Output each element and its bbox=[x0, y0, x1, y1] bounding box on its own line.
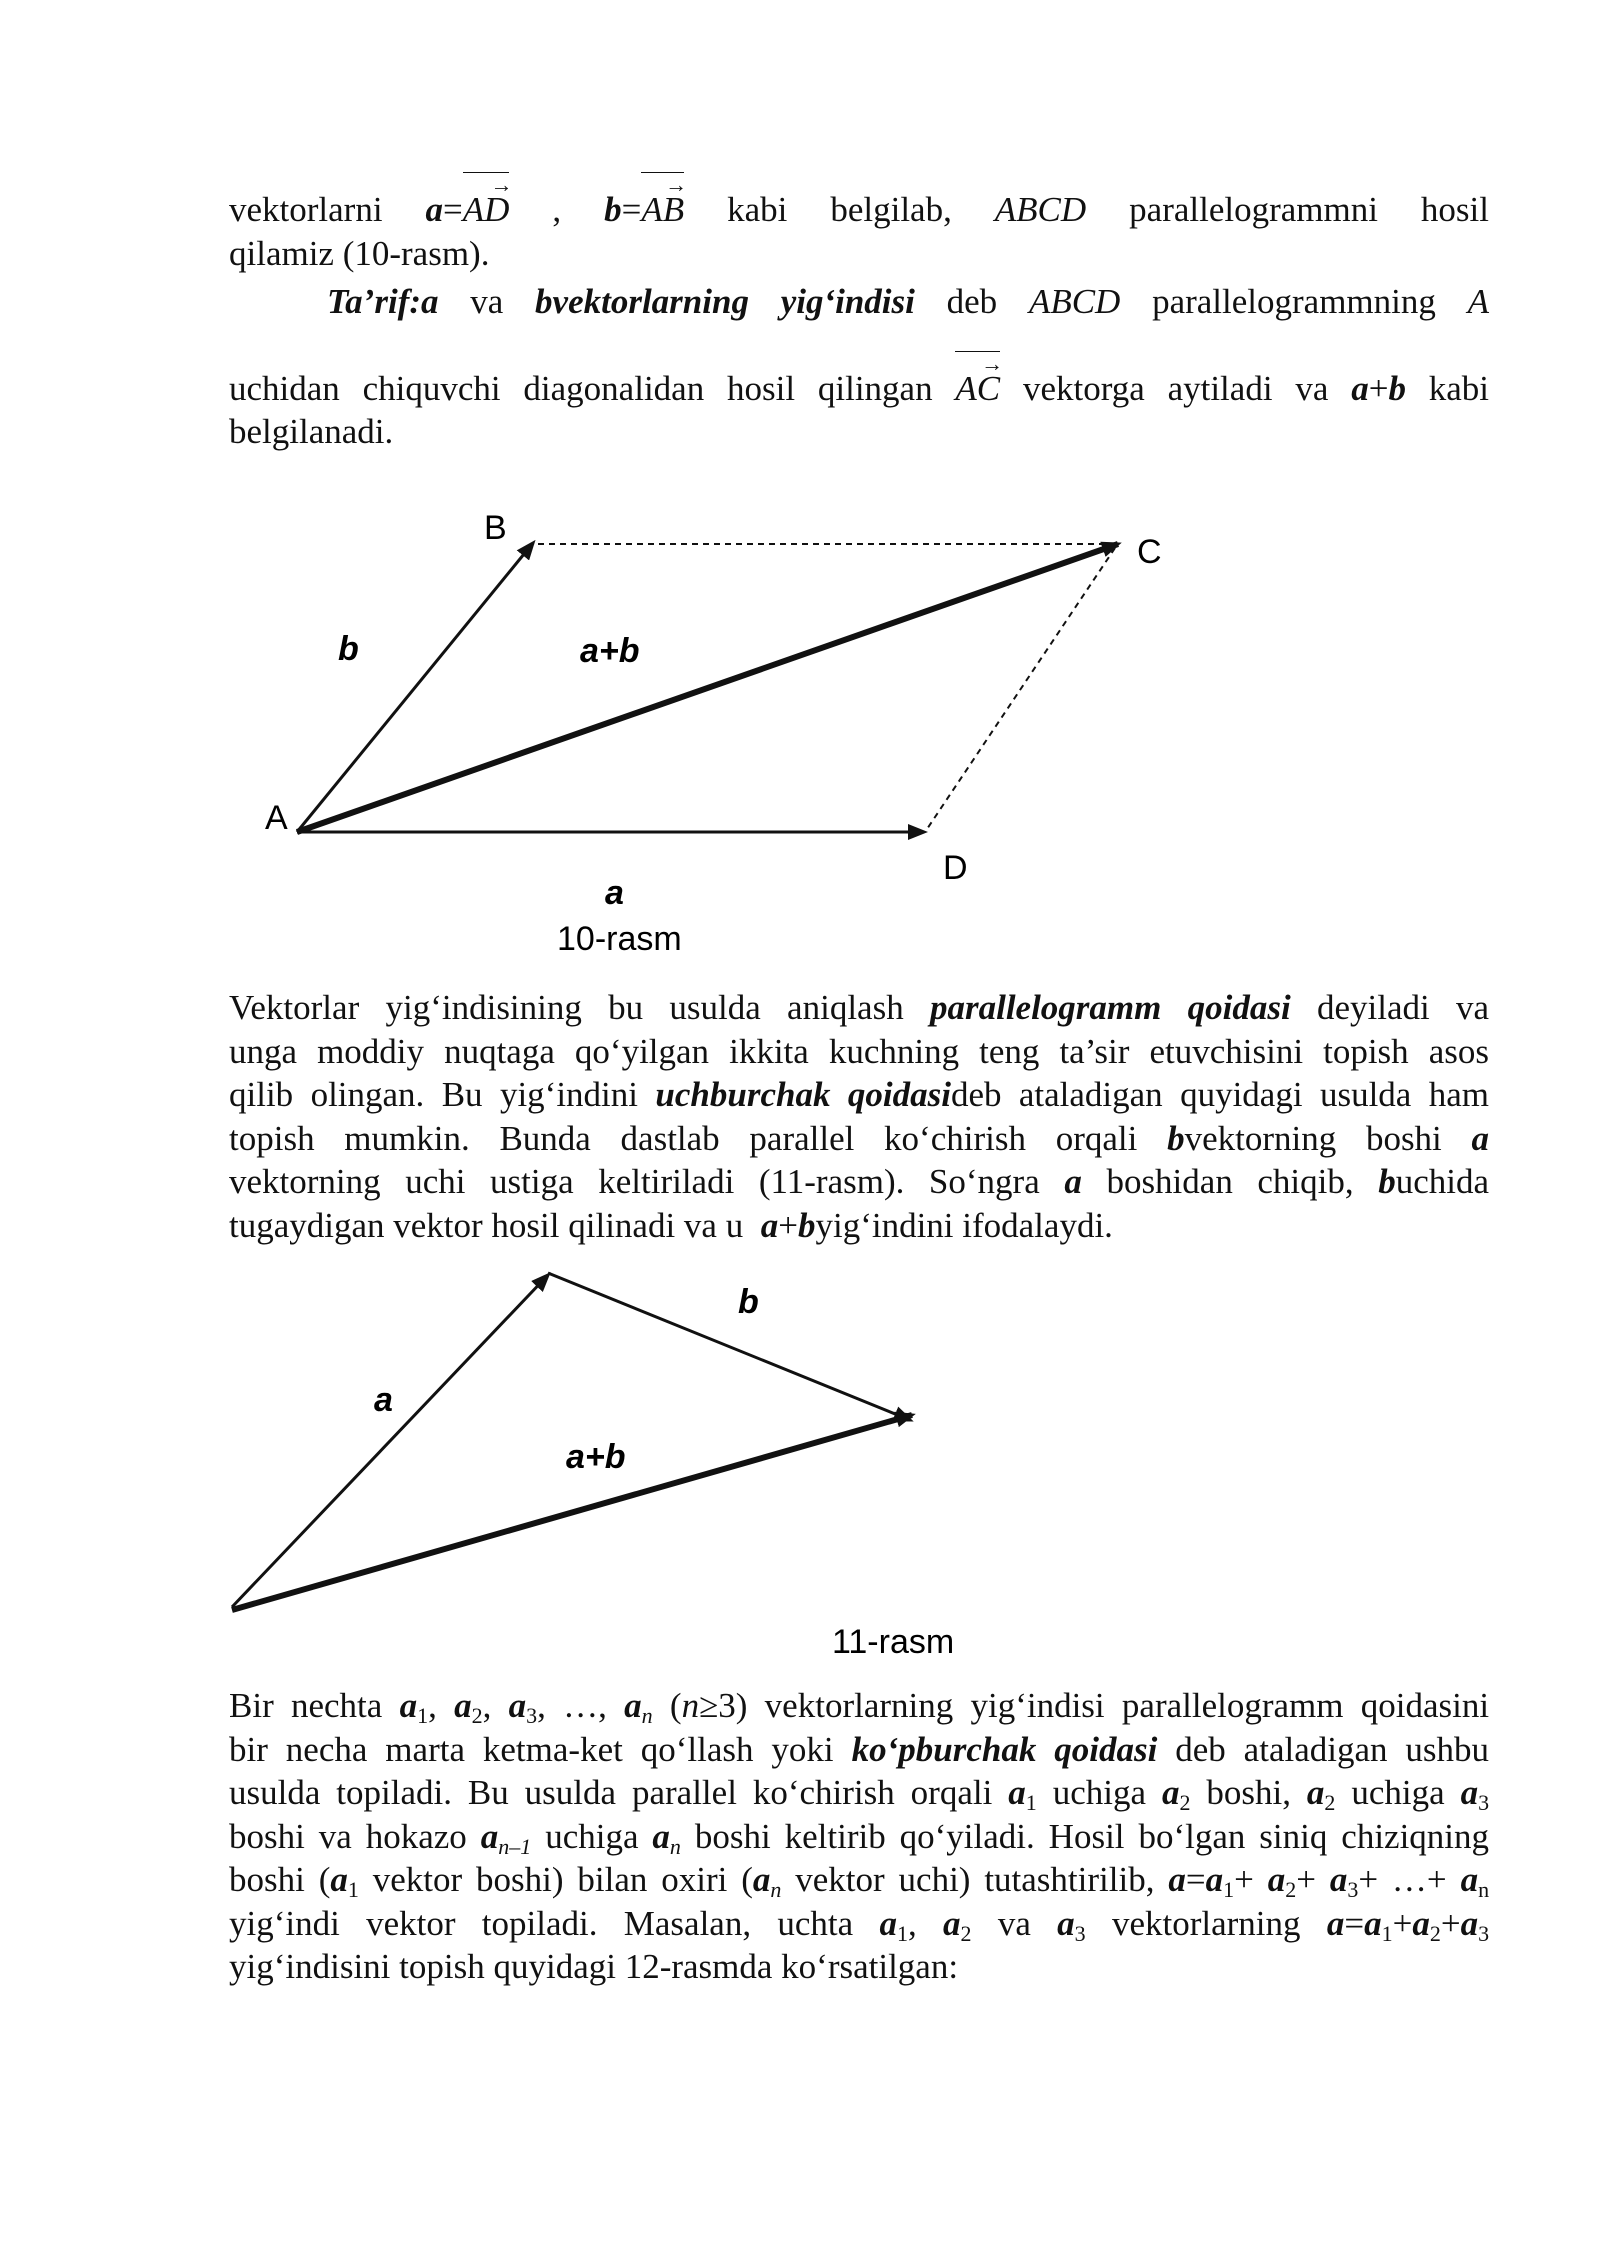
label-vector-a-fig11: a bbox=[374, 1381, 393, 1419]
vector-ab: → AB bbox=[641, 172, 688, 229]
caption-figure-10: 10-rasm bbox=[557, 920, 682, 958]
paragraph-definition: Ta’rif:a va bvektorlarning yig‘indisi deb ABCD parallelogrammning A uchidan chiquvchi diagonalidan hosil qilingan → AC vektorga aytiladi va a+b kabi belgilanadi. bbox=[229, 282, 1490, 451]
label-point-b: B bbox=[484, 509, 507, 547]
paragraph-vector-notation: vektorlarni a= → AD , b= → AB kabi belgilab, ABCD parallelogrammni hosil qilamiz (10-rasm). bbox=[229, 172, 1489, 273]
paragraph-polygon-rule: Bir nechta $a_1$, $a_2$, $a_3$, …, $a_n$ (n≥3) vektorlarning yig‘indisi parallelogramm qoidasini bir necha marta ketma-ket qo‘llash yoki ko‘pburchak qoidasi deb ataladigan ushbu usulda topiladi. Bu usulda parallel ko‘chirish orqali $a_1$ uchiga $a_2$ boshi, $a_2$ uchiga $a_3$ boshi va hokazo $a_{n-1}$ uchiga $a_n$ boshi keltirib qo‘yiladi. Hosil bo‘lgan siniq chiziqning boshi ($a_1$ vektor boshi) bilan oxiri ($a_n$ vektor uchi) tutashtirilib, $a=a_1+ a_2+ a_3+$ …+ $a_n$ yig‘indi vektor topiladi. Masalan, uchta $a_1$, $a_2$ va $a_3$ vektorlarning $a=a_1+a_2+a_3$ yig‘indisini topish quyidagi 12-rasmda ko‘rsatilgan: bbox=[229, 1686, 1490, 1986]
label-vector-b-fig11: b bbox=[738, 1283, 759, 1321]
caption-figure-11: 11-rasm bbox=[832, 1623, 955, 1661]
vector-b-arrow-fig11 bbox=[548, 1273, 910, 1420]
label-vector-a-plus-b-fig11: a+b bbox=[566, 1438, 626, 1476]
definition-line-2: uchidan chiquvchi diagonalidan hosil qilingan → AC vektorga aytiladi va a+b kabi bbox=[229, 367, 1489, 411]
label-vector-a: a bbox=[605, 874, 624, 912]
label-point-a: A bbox=[265, 799, 288, 837]
vector-ac: → AC bbox=[955, 350, 1004, 408]
definition-line-1: Ta’rif:a va bvektorlarning yig‘indisi deb ABCD parallelogrammning A bbox=[327, 282, 1490, 321]
label-vector-a-plus-b: a+b bbox=[580, 632, 640, 670]
paragraph-parallelogram-rule: Vektorlar yig‘indisining bu usulda aniqlash parallelogramm qoidasi deyiladi va unga moddiy nuqtaga qo‘yilgan ikkita kuchning teng ta’sir etuvchisini topish asos qilib olingan. Bu yig‘indini uchburchak qoidasideb ataladigan quyidagi usulda ham topish mumkin. Bunda dastlab parallel ko‘chirish orqali bvektorning boshi a vektorning uchi ustiga keltiriladi (11-rasm). So‘ngra a boshidan chiqib, buchida tugaydigan vektor hosil qilinadi va u a+byig‘indini ifodalaydi. bbox=[229, 988, 1490, 1245]
label-point-c: C bbox=[1137, 533, 1162, 571]
label-point-d: D bbox=[943, 849, 968, 887]
vector-ad: → AD bbox=[462, 172, 513, 229]
label-vector-b: b bbox=[338, 630, 359, 668]
vector-a-arrow-fig11 bbox=[232, 1275, 548, 1607]
